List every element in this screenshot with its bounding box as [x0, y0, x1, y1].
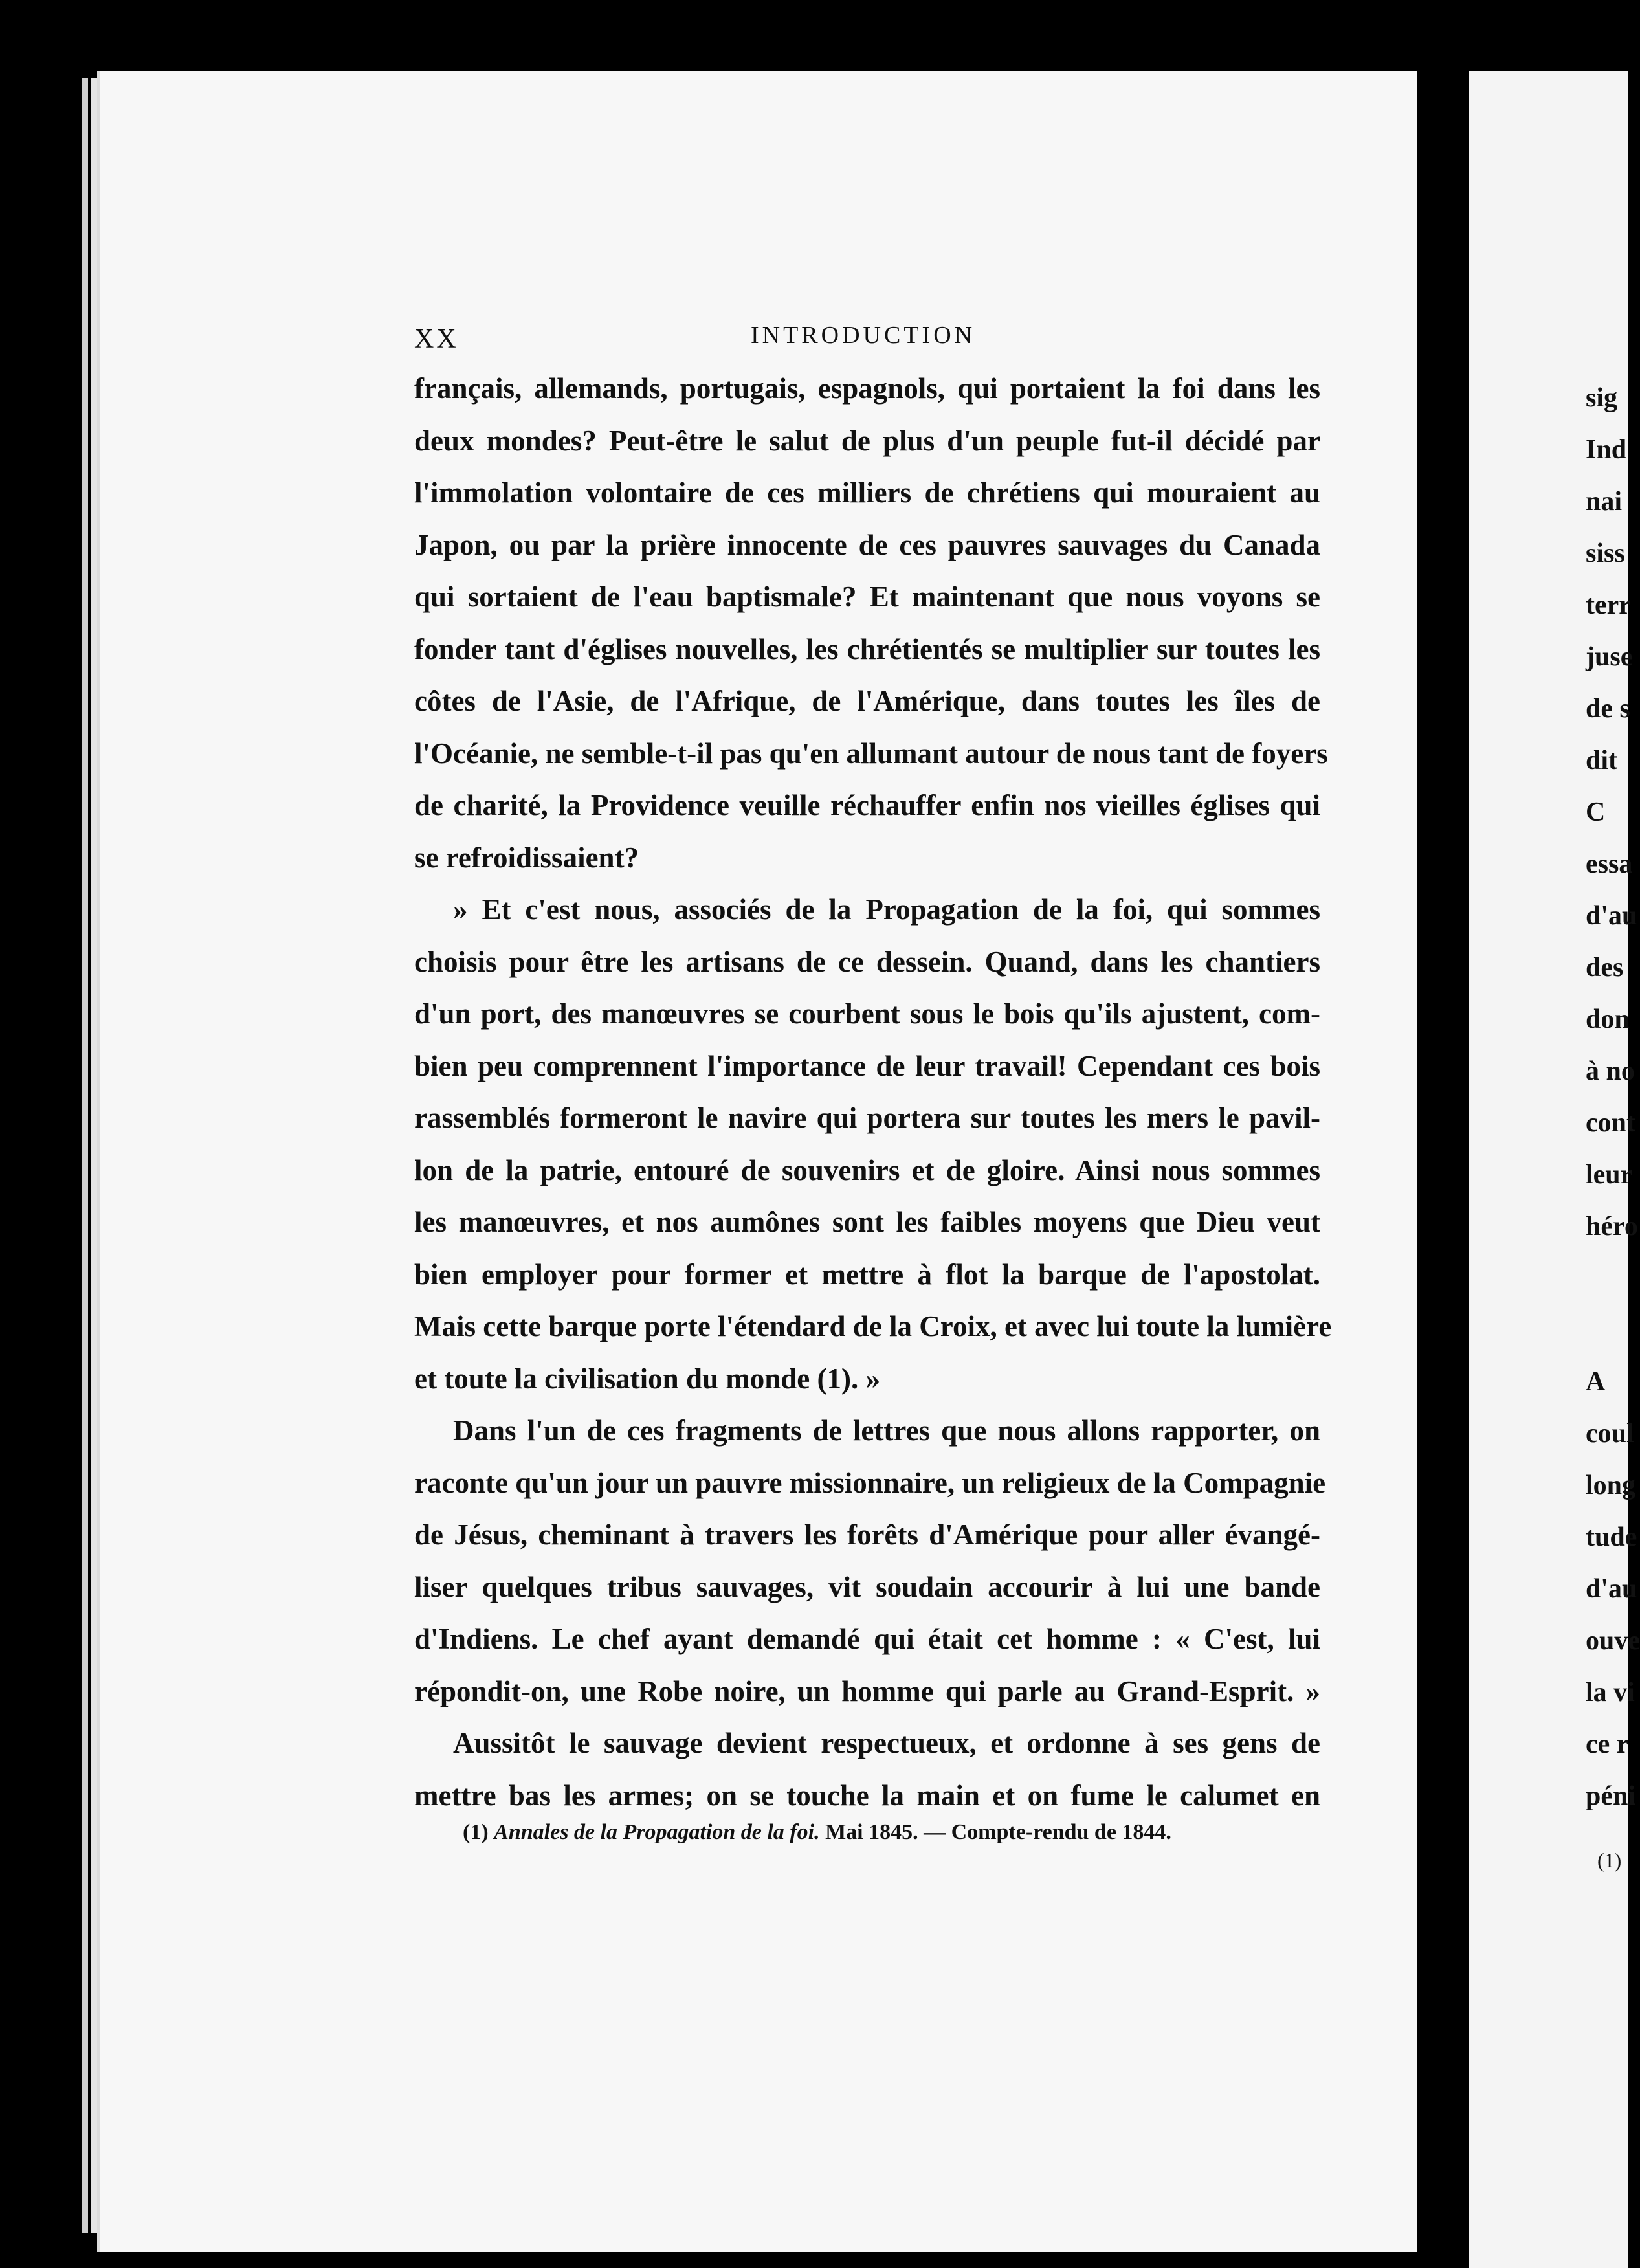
footnote-title: Annales de la Propagation de la foi.: [494, 1820, 820, 1844]
body-text: [414, 362, 1332, 1821]
page-edge: [91, 78, 97, 2233]
facing-page-line: à no: [1586, 1056, 1635, 1086]
text-line: Japon, ou par la prière innocente de ces pauvres sauvages du Canada: [414, 528, 1320, 561]
text-line: et toute la civilisation du monde (1). »: [414, 1362, 880, 1395]
facing-page-line: juse: [1586, 642, 1633, 672]
facing-page-line: siss: [1586, 539, 1625, 568]
book-spine: [1417, 65, 1469, 2268]
footnote: [463, 1820, 1304, 1845]
text-line: » Et c'est nous, associés de la Propagation de la foi, qui sommes: [453, 893, 1320, 926]
facing-page-text: [1586, 372, 1640, 1822]
facing-page-line: de s: [1586, 694, 1630, 724]
text-line: raconte qu'un jour un pauvre missionnaire, un religieux de la Compagnie: [414, 1466, 1326, 1499]
facing-page-line: C: [1586, 797, 1606, 827]
text-line: français, allemands, portugais, espagnols, qui portaient la foi dans les: [414, 372, 1320, 405]
running-head: [414, 324, 1320, 362]
text-line: de charité, la Providence veuille réchauffer enfin nos vieilles églises qui: [414, 789, 1320, 821]
text-line: Dans l'un de ces fragments de lettres que nous allons rapporter, on: [453, 1414, 1320, 1447]
text-line: d'Indiens. Le chef ayant demandé qui était cet homme : « C'est, lui: [414, 1623, 1320, 1655]
facing-page-line: des: [1586, 953, 1624, 983]
text-line: bien employer pour former et mettre à flot la barque de l'apostolat.: [414, 1258, 1320, 1291]
facing-page-line: leur: [1586, 1160, 1633, 1190]
text-line: lon de la patrie, entouré de souvenirs et de gloire. Ainsi nous sommes: [414, 1153, 1320, 1186]
text-line: répondit-on, une Robe noire, un homme qui parle au Grand-Esprit. »: [414, 1674, 1320, 1707]
facing-page-line: d'au: [1586, 1574, 1637, 1604]
facing-page-line: long: [1586, 1471, 1636, 1500]
facing-page-line: péni: [1586, 1781, 1636, 1811]
footnote-rest: Mai 1845. — Compte-rendu de 1844.: [825, 1820, 1171, 1844]
facing-page-line: nai: [1586, 487, 1623, 517]
text-line: côtes de l'Asie, de l'Afrique, de l'Amérique, dans toutes les îles de: [414, 685, 1320, 717]
page-edge: [82, 78, 88, 2233]
text-line: l'Océanie, ne semble-t-il pas qu'en allumant autour de nous tant de foyers: [414, 737, 1328, 770]
facing-page-line: ce r: [1586, 1729, 1629, 1759]
text-line: d'un port, des manœuvres se courbent sous le bois qu'ils ajustent, com-: [414, 997, 1320, 1030]
text-line: se refroidissaient?: [414, 841, 639, 874]
facing-page-line: la vi: [1586, 1678, 1635, 1707]
footnote-marker: (1): [463, 1820, 489, 1844]
facing-page-line: coul: [1586, 1419, 1634, 1449]
facing-page-line: A: [1586, 1367, 1606, 1397]
running-title: INTRODUCTION: [751, 322, 976, 349]
facing-page-line: ouve: [1586, 1626, 1640, 1656]
text-line: qui sortaient de l'eau baptismale? Et maintenant que nous voyons se: [414, 581, 1320, 613]
text-line: rassemblés formeront le navire qui portera sur toutes les mers le pavil-: [414, 1102, 1320, 1134]
facing-page-line: Ind: [1586, 435, 1627, 465]
facing-page-footnote: (1): [1597, 1849, 1622, 1872]
text-line: bien peu comprennent l'importance de leur travail! Cependant ces bois: [414, 1049, 1320, 1082]
facing-page-line: sig: [1586, 383, 1618, 413]
facing-page-line: [1586, 1252, 1640, 1304]
text-line: liser quelques tribus sauvages, vit soudain accourir à lui une bande: [414, 1570, 1320, 1603]
facing-page-line: cont: [1586, 1108, 1635, 1138]
facing-page-line: essa: [1586, 849, 1633, 879]
text-line: mettre bas les armes; on se touche la main et on fume le calumet en: [414, 1779, 1320, 1812]
facing-page-line: terr: [1586, 590, 1631, 620]
facing-page-line: dit: [1586, 746, 1618, 775]
text-line: Mais cette barque porte l'étendard de la Croix, et avec lui toute la lumière: [414, 1310, 1332, 1342]
facing-page-line: héro: [1586, 1212, 1638, 1241]
facing-page-line: d'au: [1586, 901, 1637, 931]
text-line: l'immolation volontaire de ces milliers de chrétiens qui mouraient au: [414, 476, 1320, 509]
text-line: choisis pour être les artisans de ce dessein. Quand, dans les chantiers: [414, 945, 1320, 978]
text-line: deux mondes? Peut-être le salut de plus d'un peuple fut-il décidé par: [414, 424, 1320, 457]
text-line: les manœuvres, et nos aumônes sont les faibles moyens que Dieu veut: [414, 1206, 1320, 1238]
facing-page-line: don: [1586, 1005, 1630, 1034]
text-line: fonder tant d'églises nouvelles, les chrétientés se multiplier sur toutes les: [414, 632, 1320, 665]
page-number: XX: [414, 324, 459, 354]
facing-page-line: tude: [1586, 1522, 1637, 1552]
text-line: Aussitôt le sauvage devient respectueux, et ordonne à ses gens de: [453, 1727, 1320, 1759]
text-line: de Jésus, cheminant à travers les forêts d'Amérique pour aller évangé-: [414, 1518, 1320, 1551]
facing-page-line: [1586, 1304, 1640, 1356]
